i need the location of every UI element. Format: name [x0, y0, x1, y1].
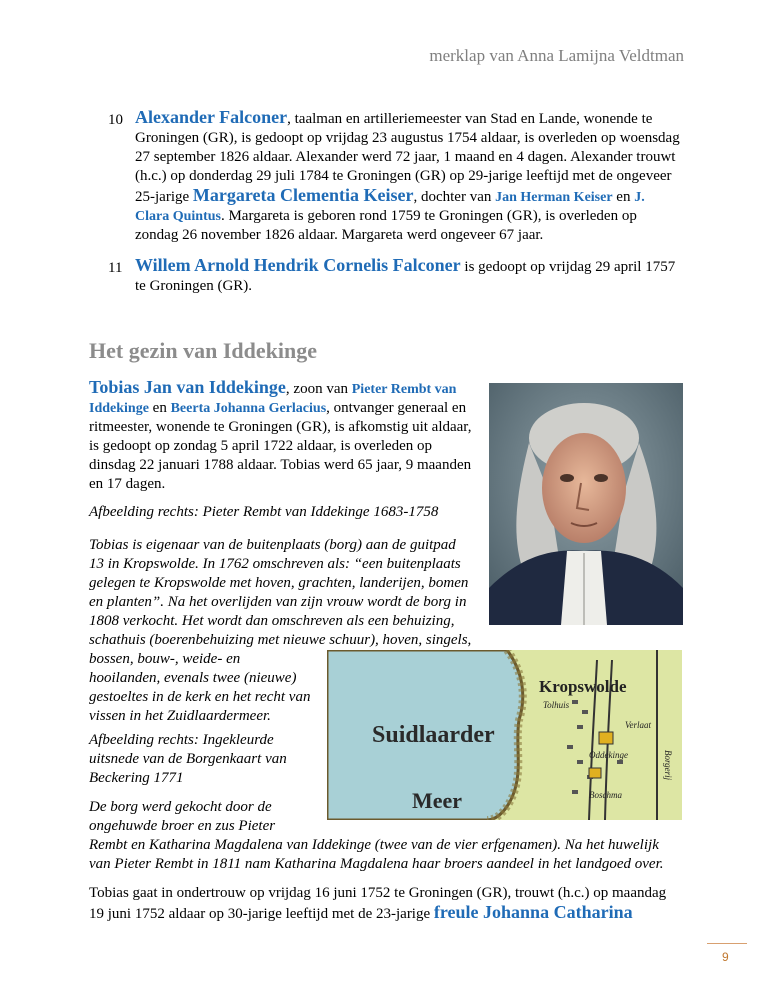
map-image — [327, 650, 682, 820]
map-label-small4: Boschma — [589, 790, 622, 800]
father-name: Jan Herman Keiser — [495, 190, 613, 205]
page-number-rule — [707, 943, 747, 944]
page-number: 9 — [722, 950, 729, 964]
entry-text: Willem Arnold Hendrik Cornelis Falconer is gedoopt op vrijdag 29 april 1757 te Groningen (GR). — [135, 255, 676, 294]
person-name: Tobias Jan van Iddekinge — [89, 377, 286, 397]
tobias-paragraph: Tobias Jan van Iddekinge, zoon van Pieter Rembt van Iddekinge en Beerta Johanna Gerlacius, ontvanger generaal en ritmeester, wonende te Groningen (GR), is afkomstig uit aldaar, is gedoopt op zondag 5 april 1722 aldaar, is overleden op dinsdag 22 januari 1788 aldaar. Tobias werd 65 jaar, 9 maanden en 17 dagen. — [89, 377, 472, 492]
borg-description: Tobias is eigenaar van de buitenplaats (borg) aan de guitpad 13 in Kropswolde. In 1762 omschreven als: “een buitenplaats gelegen te Kropswolde met hoven, grachten, landerijen, bomen en planten”. Na het overlijden van zijn vrouw wordt de borg in 1808 verkocht. Het wordt dan omschreven als een behuizing, schathuis (boerenbehuizing met nieuwe schuur), hoven, singels, bossen, bouw-, weide- en hooilanden, evenals twee (nieuwe) gestoeltes in de kerk en het recht van vissen in het Zuidlaardermeer. — [89, 537, 472, 724]
map-label-small2: Verlaat — [625, 720, 651, 730]
mother-name: J. Clara Quintus — [135, 190, 645, 224]
person-name: Alexander Falconer — [135, 107, 288, 127]
section-title: Het gezin van Iddekinge — [89, 338, 317, 363]
running-header: merklap van Anna Lamijna Veldtman — [429, 46, 684, 65]
person-name: Willem Arnold Hendrik Cornelis Falconer — [135, 255, 461, 275]
map-label-lake2: Meer — [412, 788, 463, 813]
entry-number: 11 — [108, 260, 123, 276]
portrait-image — [489, 383, 683, 625]
spouse-name: Margareta Clementia Keiser — [192, 185, 414, 205]
mother-name: Beerta Johanna Gerlacius — [170, 401, 327, 416]
marriage-text: Tobias gaat in ondertrouw op vrijdag 16 juni 1752 te Groningen (GR), trouwt (h.c.) op maandag 19 juni 1752 aldaar op 30-jarige leeftijd met de 23-jarige freule Johanna Catharina — [89, 885, 667, 922]
borg-sale-text: De borg werd gekocht door de ongehuwde broer en zus Pieter Rembt en Katharina Magdalena van Iddekinge (twee van de vier erfgenamen). Na het huwelijk van Pieter Rembt in 1811 nam Katharina Magdalena haar broers aandeel in het landgoed over. — [89, 799, 664, 872]
map-label-village: Kropswolde — [539, 677, 627, 696]
caption-portrait: Afbeelding rechts: Pieter Rembt van Iddekinge 1683-1758 — [89, 504, 439, 520]
map-label-small3: Oddekinge — [589, 750, 628, 760]
caption-map: Afbeelding rechts: Ingekleurde uitsnede van de Borgenkaart van Beckering 1771 — [89, 732, 287, 786]
map-label-lake1: Suidlaarder — [372, 722, 495, 748]
father-name: Pieter Rembt van Iddekinge — [89, 382, 457, 416]
entry-number: 10 — [108, 112, 123, 128]
spouse-name: freule Johanna Catharina — [433, 902, 633, 922]
map-label-small1: Tolhuis — [543, 700, 570, 710]
entry-text: Alexander Falconer, taalman en artilleriemeester van Stad en Lande, wonende te Groningen (GR), is gedoopt op vrijdag 23 augustus 1754 aldaar, is overleden op woensdag 27 september 1826 aldaar. Alexander werd 72 jaar, 1 maand en 4 dagen. Alexander trouwt (h.c.) op donderdag 29 juli 1784 te Groningen (GR) op 29-jarige leeftijd met de ongeveer 25-jarige Margareta Clementia Keiser, dochter van Jan Herman Keiser en J. Clara Quintus. Margareta is geboren rond 1759 te Groningen (GR), is overleden op zondag 26 november 1826 aldaar. Margareta werd ongeveer 67 jaar. — [135, 107, 680, 243]
map-label-small5: Borgerij — [663, 750, 673, 781]
